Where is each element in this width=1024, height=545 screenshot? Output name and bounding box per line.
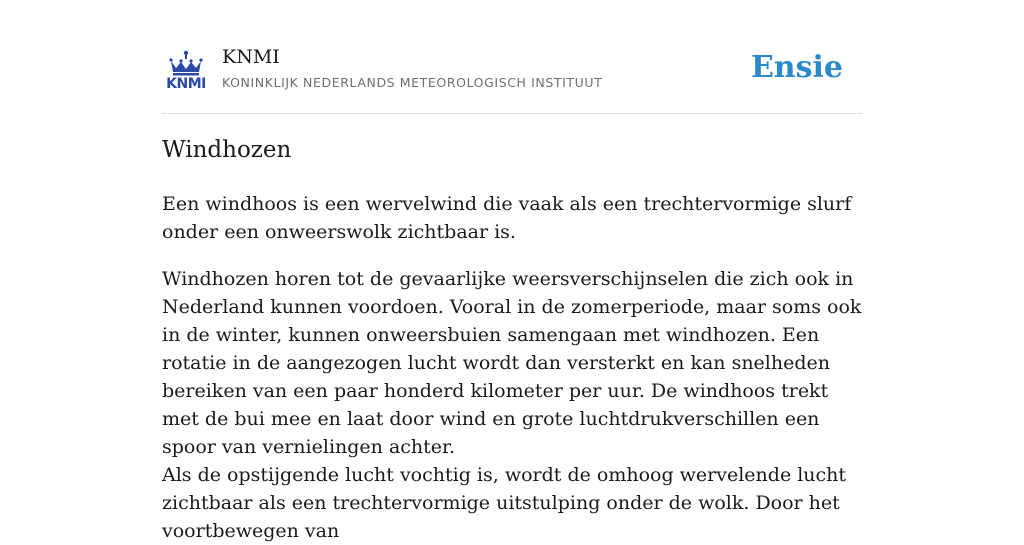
logo-text: KNMI (166, 76, 206, 90)
header (162, 0, 862, 114)
lead-paragraph: Een windhoos is een wervelwind die vaak als een trechtervormige slurf onder een onweerswolk zichtbaar is. (162, 193, 852, 243)
knmi-logo[interactable] (164, 50, 208, 90)
org-full-name: KONINKLIJK NEDERLANDS METEOROLOGISCH INSTITUUT (222, 75, 603, 90)
body-paragraph: Windhozen horen tot de gevaarlijke weersverschijnselen die zich ook in Nederland kunnen voordoen. Vooral in de zomerperiode, maar soms ook in de winter, kunnen onweersbuien samengaan met windhozen. Een rotatie in de aangezogen lucht wordt dan versterkt en kan snelheden bereiken van een paar honderd kilometer per uur. De windhoos trekt met de bui mee en laat door wind en grote luchtdrukverschillen een spoor van vernielingen achter. (162, 268, 862, 458)
ensie-logo-link[interactable]: Ensie (750, 50, 843, 85)
body-paragraph: Als de opstijgende lucht vochtig is, wordt de omhoog wervelende lucht zichtbaar als een trechtervormige uitstulping onder de wolk. Door het voortbewegen van (162, 464, 847, 542)
page-title: Windhozen (162, 137, 292, 163)
page (162, 0, 862, 542)
org-name[interactable]: KNMI (222, 46, 280, 68)
crown-icon (169, 51, 202, 76)
